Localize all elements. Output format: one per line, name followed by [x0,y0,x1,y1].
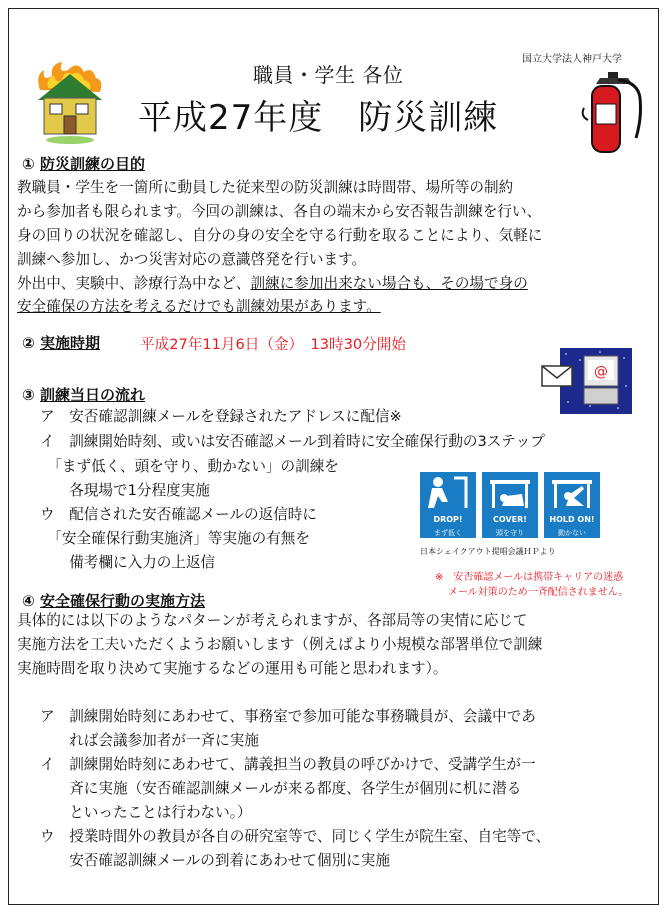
section-3-line-a: ア 安否確認訓練メールを登録されたアドレスに配信※ [40,408,402,425]
hold-label: HOLD ON! [549,515,595,524]
hold-on-pose-icon [544,472,600,514]
section-4-item-i: イ 訓練開始時刻にあわせて、講義担当の教員の呼びかけで、受講学生が一 [40,756,536,773]
section-1-title: 防災訓練の目的 [39,155,145,173]
section-1-line-5-underlined: 訓練に参加出来ない場合も、その場で身の [250,275,528,292]
section-3-line-i-3: 各現場で1分程度実施 [40,482,210,499]
section-1-line-2: から参加者も限られます。今回の訓練は、各自の端末から安否報告訓練を行い、 [17,203,542,220]
shakeout-drop-panel [420,472,476,538]
section-4-item-i-3: といったことは行わない。） [40,804,252,821]
section-1-line-4: 訓練へ参加し、かつ災害対応の意識啓発を行います。 [17,251,367,268]
section-4-item-a: ア 訓練開始時刻にあわせて、事務室で参加可能な事務職員が、会議中であ [40,708,536,725]
section-2-title: 実施時期 [39,334,100,352]
cover-pose-icon [482,472,538,514]
university-name: 国立大学法人神戸大学 [522,54,622,65]
addressee-line: 職員・学生 各位 [253,63,404,87]
fire-extinguisher-icon [578,68,648,158]
page-title: 平成27年度 防災訓練 [138,98,499,138]
section-1-heading [22,153,145,174]
section-4-line-1: 具体的には以下のようなパターンが考えられますが、各部局等の実情に応じて [17,612,528,629]
section-4-line-2: 実施方法を工夫いただくようお願いします（例えばより小規模な部署単位で訓練 [17,636,543,653]
section-4-item-a-2: れば会議参加者が一斉に実施 [40,732,259,749]
email-computer-icon [540,346,634,416]
section-4-item-u-2: 安否確認訓練メールの到着にあわせて個別に実施 [40,852,390,869]
section-4-line-3: 実施時間を取り決めて実施するなどの運用も可能と思われます）。 [17,660,448,677]
section-3-line-i: イ 訓練開始時刻、或いは安否確認メール到着時に安全確保行動の3ステップ [40,433,545,450]
section-3-title: 訓練当日の流れ [39,386,145,404]
section-4-title: 安全確保行動の実施方法 [39,592,205,610]
section-2-heading [22,332,100,353]
drop-pose-icon [420,472,476,514]
cover-sub: 頭を守り [496,529,524,537]
section-4-number: ④ [22,592,35,610]
section-4-item-i-2: 斉に実施（安否確認訓練メールが来る都度、各学生が個別に机に潜る [40,780,522,797]
section-3-line-u-3: 備考欄に入力の上返信 [40,554,216,571]
section-3-line-u: ウ 配信された安否確認メールの返信時に [40,506,317,523]
section-1-line-5 [17,277,528,292]
section-4-item-u: ウ 授業時間外の教員が各自の研究室等で、同じく学生が院生室、自宅等で、 [40,828,551,845]
svg-text:@: @ [594,364,608,380]
cover-label: COVER! [493,515,527,524]
section-1-line-1: 教職員・学生を一箇所に動員した従来型の防災訓練は時間帯、場所等の制約 [17,179,514,196]
hold-sub: 動かない [558,529,586,537]
section-1-line-5-plain: 外出中、実験中、診療行為中など、 [17,275,251,292]
section-1-line-6: 安全確保の方法を考えるだけでも訓練効果があります。 [17,298,381,315]
training-date: 平成27年11月6日（金） 13時30分開始 [140,336,406,353]
section-3-heading [22,384,145,405]
section-3-line-i-2: 「まず低く、頭を守り、動かない」の訓練を [40,458,339,475]
shakeout-cover-panel [482,472,538,538]
mail-note-line-1: ※ 安否確認メールは携帯キャリアの迷惑 [435,572,624,583]
shakeout-credit: 日本シェイクアウト提唱会議ＨＰより [420,547,556,556]
section-1-number: ① [22,155,35,173]
burning-house-icon [30,60,110,145]
section-1-line-3: 身の回りの状況を確認し、自分の身の安全を守る行動を取ることにより、気軽に [17,227,543,244]
drop-sub: まず低く [434,529,462,537]
section-3-line-u-2: 「安全確保行動実施済」等実施の有無を [40,530,310,547]
section-4-heading [22,590,205,611]
mail-note-line-2: メール対策のため一斉配信されません。 [448,587,629,598]
section-3-number: ③ [22,386,35,404]
section-2-number: ② [22,334,35,352]
shakeout-hold-panel [544,472,600,538]
drop-label: DROP! [433,515,463,524]
